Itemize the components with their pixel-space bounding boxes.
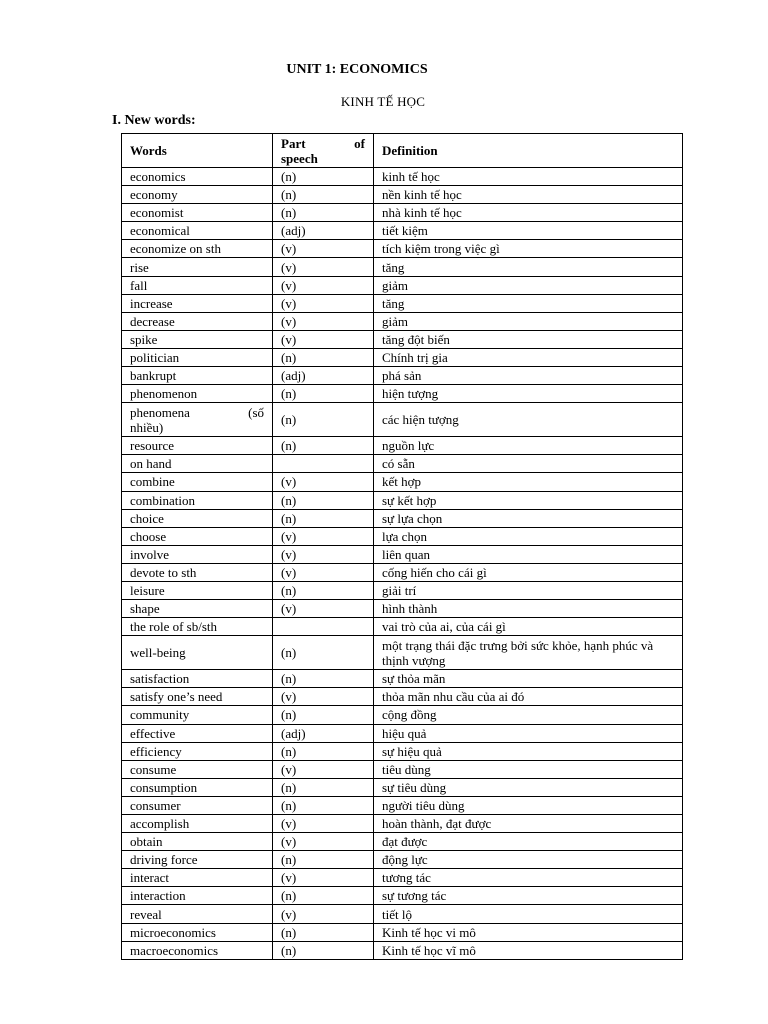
word-cell: interact [122, 869, 273, 887]
definition-cell: người tiêu dùng [374, 796, 683, 814]
part-of-speech-cell: (n) [273, 186, 374, 204]
part-of-speech-cell: (n) [273, 742, 374, 760]
definition-cell: tăng [374, 258, 683, 276]
part-of-speech-cell: (v) [273, 600, 374, 618]
table-row [122, 670, 683, 688]
table-row [122, 186, 683, 204]
word-cell: accomplish [122, 815, 273, 833]
definition-cell: Kinh tế học vĩ mô [374, 941, 683, 959]
table-row [122, 509, 683, 527]
word-cell: effective [122, 724, 273, 742]
definition-cell: cống hiến cho cái gì [374, 563, 683, 581]
word-cell: efficiency [122, 742, 273, 760]
part-of-speech-cell: (n) [273, 778, 374, 796]
definition-cell: thỏa mãn nhu cầu của ai đó [374, 688, 683, 706]
part-of-speech-cell: (n) [273, 941, 374, 959]
definition-cell: tiết kiệm [374, 222, 683, 240]
table-row [122, 367, 683, 385]
word-cell: on hand [122, 455, 273, 473]
definition-cell: sự tiêu dùng [374, 778, 683, 796]
table-row [122, 887, 683, 905]
table-row [122, 294, 683, 312]
part-of-speech-cell: (v) [273, 688, 374, 706]
part-of-speech-cell: (v) [273, 545, 374, 563]
word-cell: rise [122, 258, 273, 276]
definition-cell: sự thỏa mãn [374, 670, 683, 688]
part-of-speech-cell: (n) [273, 706, 374, 724]
word-cell: increase [122, 294, 273, 312]
definition-cell: tiết lộ [374, 905, 683, 923]
word-cell [122, 403, 273, 437]
word-cell: economist [122, 204, 273, 222]
word-cell: driving force [122, 851, 273, 869]
part-of-speech-cell: (v) [273, 473, 374, 491]
part-of-speech-cell: (adj) [273, 724, 374, 742]
part-of-speech-cell: (n) [273, 796, 374, 814]
word-cell: involve [122, 545, 273, 563]
table-row [122, 527, 683, 545]
part-of-speech-cell: (n) [273, 851, 374, 869]
header-pos-of: of [354, 135, 365, 151]
word-cell: combination [122, 491, 273, 509]
table-header-row [122, 134, 683, 168]
word-note: (số [248, 404, 264, 420]
table-row [122, 437, 683, 455]
word-cell: economics [122, 168, 273, 186]
table-row [122, 815, 683, 833]
part-of-speech-cell: (n) [273, 887, 374, 905]
part-of-speech-cell: (n) [273, 437, 374, 455]
table-row [122, 348, 683, 366]
word-cell: phenomenon [122, 385, 273, 403]
word-cell: choice [122, 509, 273, 527]
definition-cell: phá sản [374, 367, 683, 385]
word-cell: devote to sth [122, 563, 273, 581]
definition-cell: các hiện tượng [374, 403, 683, 437]
word-cell: satisfaction [122, 670, 273, 688]
word-cell: shape [122, 600, 273, 618]
header-pos-part: Part [281, 135, 306, 151]
table-row [122, 473, 683, 491]
table-row [122, 491, 683, 509]
definition-cell: sự kết hợp [374, 491, 683, 509]
part-of-speech-cell: (v) [273, 833, 374, 851]
word-cell: consume [122, 760, 273, 778]
word-cell: combine [122, 473, 273, 491]
part-of-speech-cell: (v) [273, 312, 374, 330]
definition-cell: tích kiệm trong việc gì [374, 240, 683, 258]
section-heading: I. New words: [112, 113, 196, 128]
word-cell: politician [122, 348, 273, 366]
word-cell: consumer [122, 796, 273, 814]
definition-cell: tăng đột biến [374, 330, 683, 348]
definition-cell: nguồn lực [374, 437, 683, 455]
word-cell: reveal [122, 905, 273, 923]
definition-cell: kết hợp [374, 473, 683, 491]
table-row [122, 330, 683, 348]
header-part-of-speech [273, 134, 374, 168]
table-row [122, 204, 683, 222]
table-row [122, 618, 683, 636]
table-row [122, 385, 683, 403]
definition-cell: đạt được [374, 833, 683, 851]
part-of-speech-cell: (v) [273, 294, 374, 312]
definition-cell: tăng [374, 294, 683, 312]
table-row [122, 258, 683, 276]
word-cell: fall [122, 276, 273, 294]
part-of-speech-cell [273, 618, 374, 636]
part-of-speech-cell: (v) [273, 258, 374, 276]
table-row [122, 796, 683, 814]
definition-cell: sự lựa chọn [374, 509, 683, 527]
part-of-speech-cell: (v) [273, 869, 374, 887]
part-of-speech-cell: (n) [273, 923, 374, 941]
table-row [122, 581, 683, 599]
word-cell: economize on sth [122, 240, 273, 258]
table-row [122, 455, 683, 473]
table-row [122, 563, 683, 581]
part-of-speech-cell: (v) [273, 815, 374, 833]
word-cell: interaction [122, 887, 273, 905]
part-of-speech-cell: (v) [273, 563, 374, 581]
part-of-speech-cell: (n) [273, 491, 374, 509]
table-row [122, 742, 683, 760]
part-of-speech-cell: (v) [273, 760, 374, 778]
table-row [122, 240, 683, 258]
definition-cell: một trạng thái đặc trưng bởi sức khỏe, hạnh phúc và thịnh vượng [374, 636, 683, 670]
word-note-continued: nhiều) [130, 419, 164, 435]
word-cell: community [122, 706, 273, 724]
word-cell: spike [122, 330, 273, 348]
part-of-speech-cell: (n) [273, 509, 374, 527]
definition-cell: giải trí [374, 581, 683, 599]
definition-cell: cộng đồng [374, 706, 683, 724]
definition-cell: hiệu quả [374, 724, 683, 742]
word-cell: macroeconomics [122, 941, 273, 959]
part-of-speech-cell: (adj) [273, 367, 374, 385]
definition-cell: sự hiệu quả [374, 742, 683, 760]
definition-cell: giảm [374, 276, 683, 294]
table-row [122, 923, 683, 941]
table-row [122, 222, 683, 240]
part-of-speech-cell: (n) [273, 385, 374, 403]
definition-cell: động lực [374, 851, 683, 869]
definition-cell: hình thành [374, 600, 683, 618]
part-of-speech-cell: (v) [273, 240, 374, 258]
table-row [122, 706, 683, 724]
definition-cell: có sẵn [374, 455, 683, 473]
definition-cell: sự tương tác [374, 887, 683, 905]
definition-cell: Chính trị gia [374, 348, 683, 366]
part-of-speech-cell: (n) [273, 168, 374, 186]
word-cell: economy [122, 186, 273, 204]
definition-cell: Kinh tế học vi mô [374, 923, 683, 941]
part-of-speech-cell: (n) [273, 204, 374, 222]
definition-cell: hoàn thành, đạt được [374, 815, 683, 833]
part-of-speech-cell: (v) [273, 905, 374, 923]
table-row [122, 312, 683, 330]
table-row [122, 168, 683, 186]
vocabulary-table [121, 133, 683, 960]
table-row [122, 688, 683, 706]
table-row [122, 833, 683, 851]
definition-cell: nhà kinh tế học [374, 204, 683, 222]
definition-cell: kinh tế học [374, 168, 683, 186]
word-cell: decrease [122, 312, 273, 330]
header-definition: Definition [374, 134, 683, 168]
part-of-speech-cell: (adj) [273, 222, 374, 240]
word-cell: well-being [122, 636, 273, 670]
table-row [122, 778, 683, 796]
part-of-speech-cell: (v) [273, 330, 374, 348]
table-row [122, 636, 683, 670]
document-title: UNIT 1: ECONOMICS [286, 62, 428, 77]
part-of-speech-cell: (v) [273, 527, 374, 545]
definition-cell: nền kinh tế học [374, 186, 683, 204]
table-row [122, 276, 683, 294]
header-pos-speech: speech [281, 150, 318, 166]
definition-cell: vai trò của ai, của cái gì [374, 618, 683, 636]
definition-cell: hiện tượng [374, 385, 683, 403]
table-row [122, 403, 683, 437]
part-of-speech-cell: (n) [273, 636, 374, 670]
header-words: Words [122, 134, 273, 168]
part-of-speech-cell [273, 455, 374, 473]
part-of-speech-cell: (n) [273, 581, 374, 599]
table-row [122, 600, 683, 618]
table-row [122, 905, 683, 923]
document-subtitle: KINH TẾ HỌC [340, 94, 426, 109]
word-cell: obtain [122, 833, 273, 851]
word-cell: leisure [122, 581, 273, 599]
table-row [122, 724, 683, 742]
definition-cell: lựa chọn [374, 527, 683, 545]
definition-cell: liên quan [374, 545, 683, 563]
word-cell: bankrupt [122, 367, 273, 385]
table-row [122, 851, 683, 869]
word-cell: the role of sb/sth [122, 618, 273, 636]
word-cell: choose [122, 527, 273, 545]
table-row [122, 941, 683, 959]
table-row [122, 545, 683, 563]
part-of-speech-cell: (n) [273, 670, 374, 688]
word-text: phenomena [130, 404, 190, 420]
definition-cell: tương tác [374, 869, 683, 887]
definition-cell: tiêu dùng [374, 760, 683, 778]
word-cell: satisfy one’s need [122, 688, 273, 706]
part-of-speech-cell: (v) [273, 276, 374, 294]
definition-cell: giảm [374, 312, 683, 330]
word-cell: economical [122, 222, 273, 240]
part-of-speech-cell: (n) [273, 348, 374, 366]
word-cell: microeconomics [122, 923, 273, 941]
word-cell: consumption [122, 778, 273, 796]
word-cell: resource [122, 437, 273, 455]
table-row [122, 869, 683, 887]
part-of-speech-cell: (n) [273, 403, 374, 437]
table-row [122, 760, 683, 778]
